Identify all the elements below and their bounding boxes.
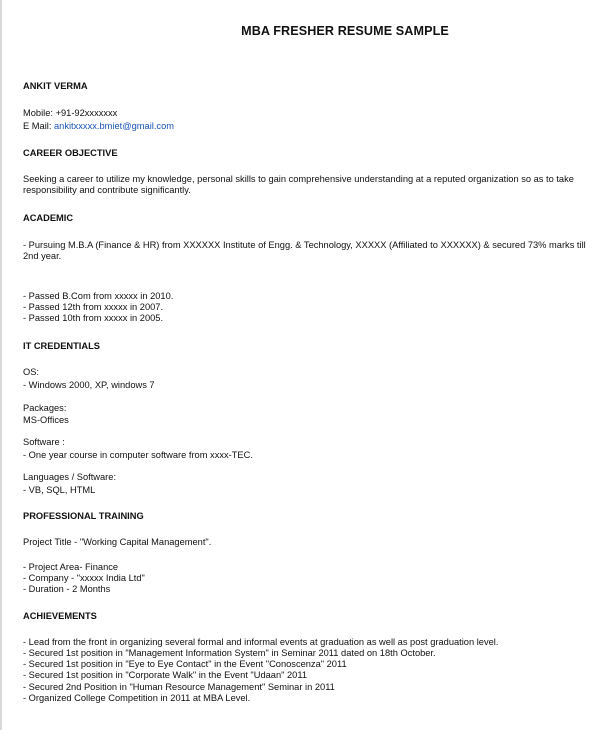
academic-list bbox=[23, 291, 173, 324]
languages-value: - VB, SQL, HTML bbox=[23, 485, 96, 495]
achievement-item: - Secured 1st position in "Corporate Walk" in the Event "Udaan" 2011 bbox=[23, 670, 307, 681]
training-item-area: - Project Area- Finance bbox=[23, 562, 119, 572]
achievements-list bbox=[23, 637, 498, 704]
software-value: - One year course in computer software from xxxx-TEC. bbox=[23, 450, 253, 460]
os-label: OS: bbox=[23, 367, 40, 377]
academic-item-bcom: - Passed B.Com from xxxxx in 2010. bbox=[23, 291, 174, 301]
professional-training-heading: PROFESSIONAL TRAINING bbox=[23, 511, 144, 521]
mobile-label: Mobile: bbox=[23, 108, 56, 118]
languages-label: Languages / Software: bbox=[23, 472, 117, 482]
project-title: Project Title - "Working Capital Management". bbox=[23, 537, 212, 547]
academic-item-12th: - Passed 12th from xxxxx in 2007. bbox=[23, 302, 164, 313]
packages-value: MS-Offices bbox=[23, 415, 69, 425]
career-objective-text: Seeking a career to utilize my knowledge, personal skills to gain comprehensive understanding at a reputed organization so as to take responsibility and contribute significantly. bbox=[23, 174, 574, 196]
achievement-item: - Organized College Competition in 2011 at MBA Level. bbox=[23, 692, 251, 703]
email-link[interactable]: ankitxxxxx.bmiet@gmail.com bbox=[54, 121, 174, 131]
achievement-item: - Lead from the front in organizing several formal and informal events at graduation as well as post graduation level. bbox=[23, 637, 499, 647]
academic-item-10th: - Passed 10th from xxxxx in 2005. bbox=[23, 313, 164, 324]
career-objective-heading: CAREER OBJECTIVE bbox=[23, 148, 118, 158]
candidate-name: ANKIT VERMA bbox=[23, 81, 88, 91]
contact-mobile bbox=[23, 108, 117, 119]
training-item-company: - Company - "xxxxx India Ltd" bbox=[23, 573, 145, 584]
training-item-duration: - Duration - 2 Months bbox=[23, 584, 111, 595]
academic-mba: - Pursuing M.B.A (Finance & HR) from XXXXXX Institute of Engg. & Technology, XXXXX (Affiliated to XXXXXX) & secured 73% marks till 2nd year. bbox=[23, 240, 586, 262]
contact-email bbox=[23, 121, 174, 132]
academic-heading: ACADEMIC bbox=[23, 213, 74, 223]
training-list bbox=[23, 562, 145, 595]
packages-label: Packages: bbox=[23, 403, 67, 413]
achievement-item: - Secured 1st position in "Management Information System" in Seminar 2011 dated on 18th October. bbox=[23, 648, 436, 659]
achievements-heading: ACHIEVEMENTS bbox=[23, 611, 97, 621]
document-title: MBA FRESHER RESUME SAMPLE bbox=[241, 24, 449, 38]
os-value: - Windows 2000, XP, windows 7 bbox=[23, 380, 155, 390]
it-credentials-heading: IT CREDENTIALS bbox=[23, 341, 100, 351]
mobile-value: +91-92xxxxxxx bbox=[55, 108, 118, 118]
achievement-item: - Secured 2nd Position in "Human Resource Management" Seminar in 2011 bbox=[23, 681, 335, 692]
achievement-item: - Secured 1st position in "Eye to Eye Contact" in the Event "Conoscenza" 2011 bbox=[23, 659, 347, 670]
software-label: Software : bbox=[23, 437, 65, 447]
page-edge-divider bbox=[0, 0, 2, 730]
email-label: E Mail: bbox=[23, 121, 54, 131]
